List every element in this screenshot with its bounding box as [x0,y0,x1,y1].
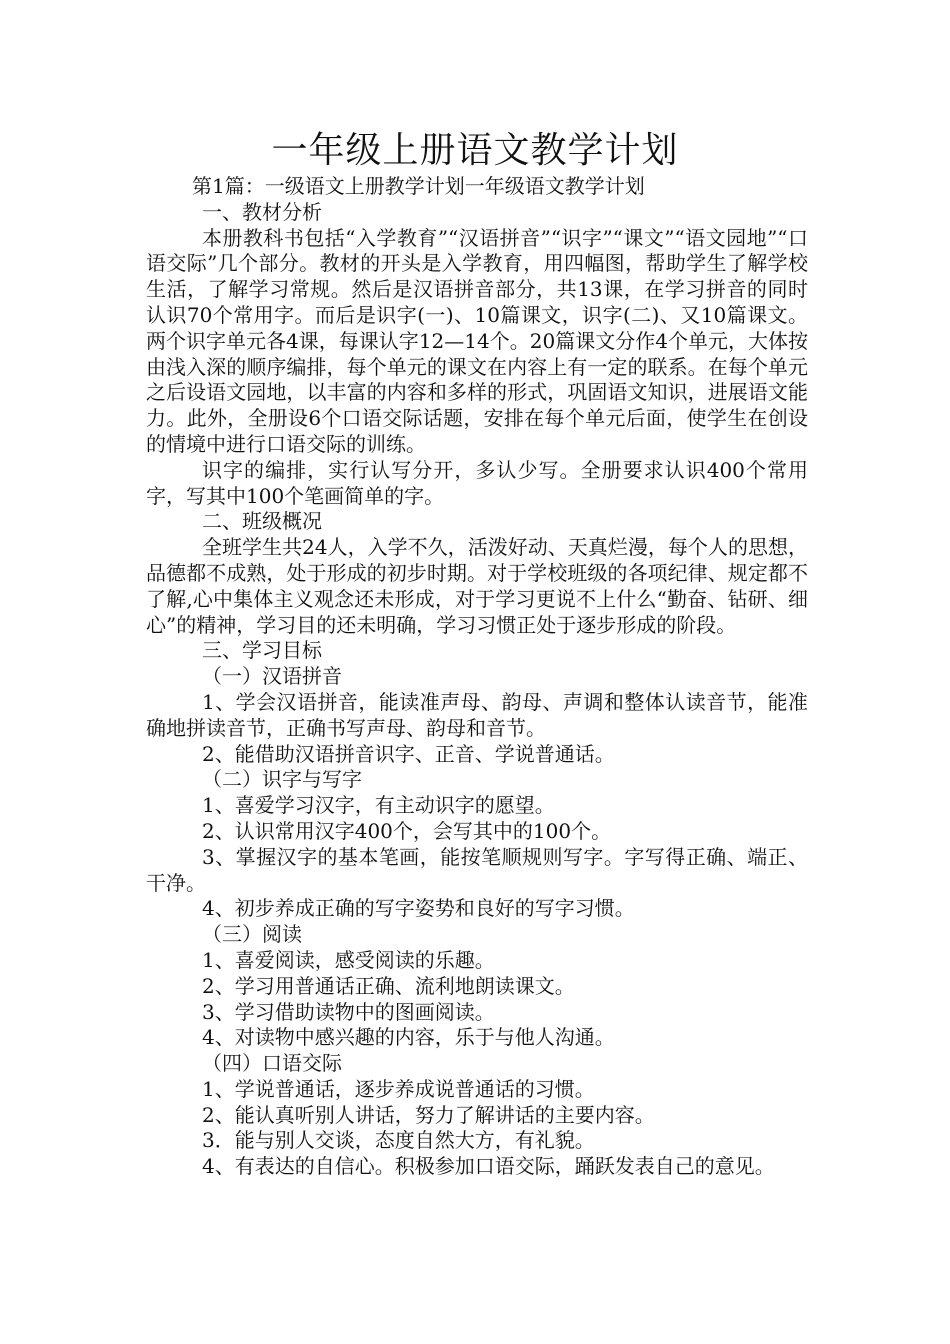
subheading-speaking: （四）口语交际 [202,1051,342,1076]
subheading-pinyin: （一）汉语拼音 [202,664,342,689]
list-item: 1、学会汉语拼音，能读准声母、韵母、声调和整体认读音节，能准确地拼读音节，正确书写声母、韵母和音节。 [146,689,808,740]
list-item: 2、能借助汉语拼音识字、正音、学说普通话。 [202,741,615,766]
section-heading-materials: 一、教材分析 [202,199,322,224]
document-title: 一年级上册语文教学计划 [271,130,679,171]
paragraph-literacy: 识字的编排，实行认写分开，多认少写。全册要求认识400个常用字，写其中100个笔画简单的字。 [146,457,808,508]
list-item: 2、认识常用汉字400个，会写其中的100个。 [202,818,612,843]
list-item: 2、能认真听别人讲话，努力了解讲话的主要内容。 [202,1102,655,1127]
list-item: 1、学说普通话，逐步养成说普通话的习惯。 [202,1076,595,1101]
list-item: 1、喜爱学习汉字，有主动识字的愿望。 [202,793,555,818]
document-subtitle: 第1篇：一级语文上册教学计划一年级语文教学计划 [192,174,645,198]
document-body [146,174,808,1180]
section-heading-goals: 三、学习目标 [202,638,322,663]
list-item: 3．能与别人交谈，态度自然大方，有礼貌。 [202,1128,595,1153]
list-item: 3、学习借助读物中的图画阅读。 [202,999,495,1024]
list-item: 4、初步养成正确的写字姿势和良好的写字习惯。 [202,896,635,921]
subheading-reading: （三）阅读 [202,922,302,947]
list-item: 4、有表达的自信心。积极参加口语交际，踊跃发表自己的意见。 [202,1154,775,1179]
list-item: 4、对读物中感兴趣的内容，乐于与他人沟通。 [202,1025,615,1050]
section-heading-class: 二、班级概况 [202,509,322,534]
subheading-characters: （二）识字与写字 [202,767,362,792]
list-item: 2、学习用普通话正确、流利地朗读课文。 [202,973,575,998]
paragraph-class: 全班学生共24人，入学不久，活泼好动、天真烂漫，每个人的思想，品德都不成熟，处于形成的初步时期。对于学校班级的各项纪律、规定都不了解,心中集体主义观念还未形成，对于学习更说不上什么“勤奋、钻研、细心”的精神，学习目的还未明确，学习习惯正处于逐步形成的阶段。 [146,535,808,637]
paragraph-materials: 本册教科书包括“入学教育”“汉语拼音”“识字”“课文”“语文园地”“口语交际”几个部分。教材的开头是入学教育，用四幅图，帮助学生了解学校生活，了解学习常规。然后是汉语拼音部分，共13课，在学习拼音的同时认识70个常用字。而后是识字(一)、10篇课文，识字(二)、又10篇课文。两个识字单元各4课，每课认字12—14个。20篇课文分作4个单元，大体按由浅入深的顺序编排，每个单元的课文在内容上有一定的联系。在每个单元之后设语文园地，以丰富的内容和多样的形式，巩固语文知识，进展语文能力。此外，全册设6个口语交际话题，安排在每个单元后面，使学生在创设的情境中进行口语交际的训练。 [146,225,808,456]
list-item: 3、掌握汉字的基本笔画，能按笔顺规则写字。字写得正确、端正、干净。 [146,844,808,895]
list-item: 1、喜爱阅读，感受阅读的乐趣。 [202,947,495,972]
